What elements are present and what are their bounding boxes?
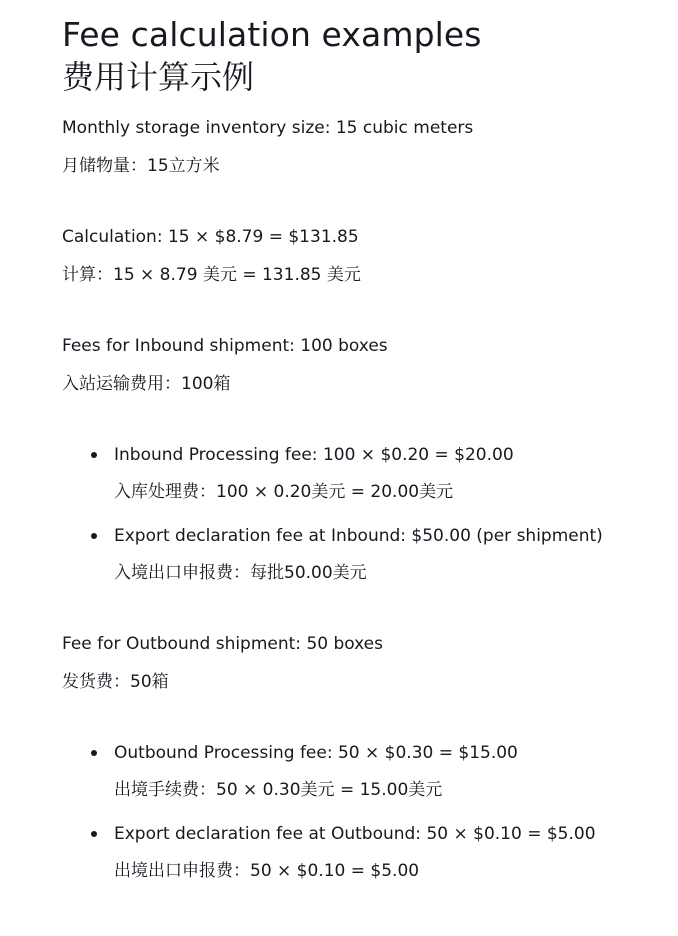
list-item	[62, 525, 658, 584]
inbound-export-declaration-fee: Export declaration fee at Inbound: $50.00 (per shipment)	[114, 526, 603, 546]
outbound-processing-fee: Outbound Processing fee: 50 × $0.30 = $15.00	[114, 743, 518, 763]
outbound-processing-fee-chinese: 出境手续费：50 × 0.30美元 = 15.00美元	[114, 780, 443, 800]
outbound-export-declaration-fee: Export declaration fee at Outbound: 50 × $0.10 = $5.00	[114, 824, 596, 844]
inbound-fee-list	[62, 444, 658, 584]
bullet-icon	[91, 452, 97, 458]
outbound-export-declaration-fee-chinese: 出境出口申报费：50 × $0.10 = $5.00	[114, 861, 420, 881]
outbound-heading: Fee for Outbound shipment: 50 boxes	[62, 634, 383, 654]
list-item	[62, 742, 658, 801]
outbound-heading-chinese: 发货费：50箱	[62, 672, 169, 692]
bullet-icon	[91, 750, 97, 756]
inbound-heading: Fees for Inbound shipment: 100 boxes	[62, 336, 388, 356]
page-title-chinese: 费用计算示例	[62, 58, 255, 96]
storage-calculation-text-chinese: 计算：15 × 8.79 美元 = 131.85 美元	[62, 265, 361, 285]
bullet-icon	[91, 831, 97, 837]
inbound-export-declaration-fee-chinese: 入境出口申报费：每批50.00美元	[114, 563, 367, 583]
storage-calculation-text: Calculation: 15 × $8.79 = $131.85	[62, 227, 359, 247]
inbound-processing-fee: Inbound Processing fee: 100 × $0.20 = $20.00	[114, 445, 514, 465]
inbound-heading-chinese: 入站运输费用：100箱	[62, 374, 231, 394]
list-item	[62, 823, 658, 882]
storage-section	[62, 117, 658, 286]
storage-size-text: Monthly storage inventory size: 15 cubic meters	[62, 118, 474, 138]
outbound-fee-list	[62, 742, 658, 882]
inbound-section	[62, 335, 658, 584]
document-body	[62, 14, 658, 882]
list-item	[62, 444, 658, 503]
outbound-section	[62, 633, 658, 882]
storage-size-text-chinese: 月储物量：15立方米	[62, 156, 220, 176]
page-title: Fee calculation examples	[62, 15, 482, 54]
inbound-processing-fee-chinese: 入库处理费：100 × 0.20美元 = 20.00美元	[114, 482, 454, 502]
bullet-icon	[91, 533, 97, 539]
